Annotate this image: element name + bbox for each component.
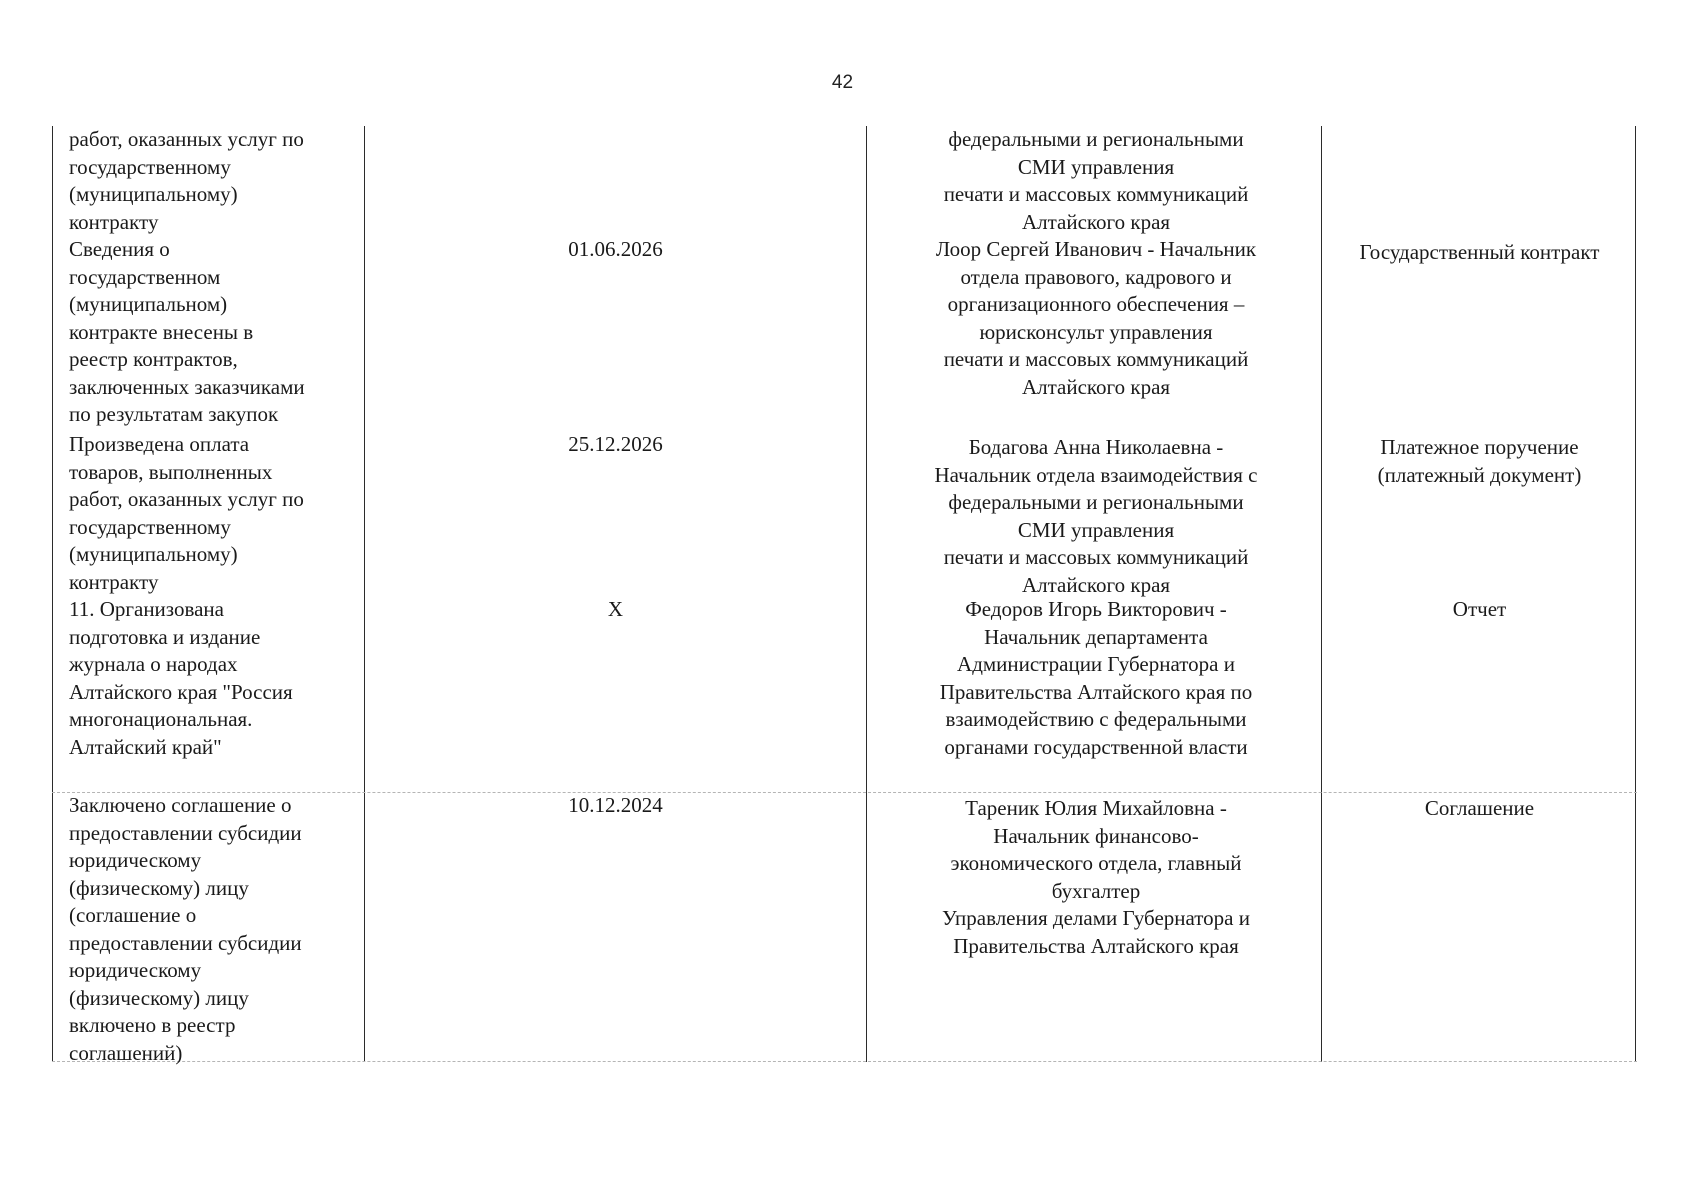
responsible-cell: Лоор Сергей Иванович - Начальник отдела правового, кадрового и организационного обеспечения – юрисконсульт управления печати и массовых коммуникаций Алтайского края (935, 237, 1257, 399)
event-cell: Заключено соглашение о предоставлении субсидии юридическому (физическому) лицу (соглашение о предоставлении субсидии юридическому (физическому) лицу включено в реестр соглашений) (69, 793, 302, 1065)
column-divider-2 (866, 126, 867, 1062)
date-cell: 01.06.2026 (568, 237, 663, 261)
event-cell: 11. Организована подготовка и издание журнала о народах Алтайского края "Россия многонациональная. Алтайский край" (69, 597, 293, 759)
column-divider-1 (364, 126, 365, 1062)
table-border-left (52, 126, 53, 1062)
event-cell: работ, оказанных услуг по государственному (муниципальному) контракту (69, 127, 304, 234)
date-cell: 10.12.2024 (568, 793, 663, 817)
column-divider-3 (1321, 126, 1322, 1062)
responsible-cell: Тареник Юлия Михайловна - Начальник финансово- экономического отдела, главный бухгалтер Управления делами Губернатора и Правительства Алтайского края (941, 796, 1250, 958)
document-cell: Платежное поручение (платежный документ) (1377, 435, 1582, 487)
date-cell: X (607, 597, 624, 621)
document-cell: Государственный контракт (1359, 240, 1600, 264)
responsible-cell: федеральными и региональными СМИ управления печати и массовых коммуникаций Алтайского края (943, 127, 1249, 234)
event-cell: Сведения о государственном (муниципальном) контракте внесены в реестр контрактов, заключенных заказчиками по результатам закупок (69, 237, 305, 426)
event-cell: Произведена оплата товаров, выполненных работ, оказанных услуг по государственному (муниципальному) контракту (69, 432, 304, 594)
page-number: 42 (831, 72, 854, 93)
document-cell: Соглашение (1424, 796, 1535, 820)
responsible-cell: Федоров Игорь Викторович - Начальник департамента Администрации Губернатора и Правительства Алтайского края по взаимодействию с федеральными органами государственной власти (939, 597, 1253, 759)
responsible-cell: Бодагова Анна Николаевна - Начальник отдела взаимодействия с федеральными и региональными СМИ управления печати и массовых коммуникаций Алтайского края (934, 435, 1258, 597)
date-cell: 25.12.2026 (568, 432, 663, 456)
document-table (52, 126, 1637, 1065)
table-border-right (1635, 126, 1636, 1062)
document-cell: Отчет (1452, 597, 1507, 621)
